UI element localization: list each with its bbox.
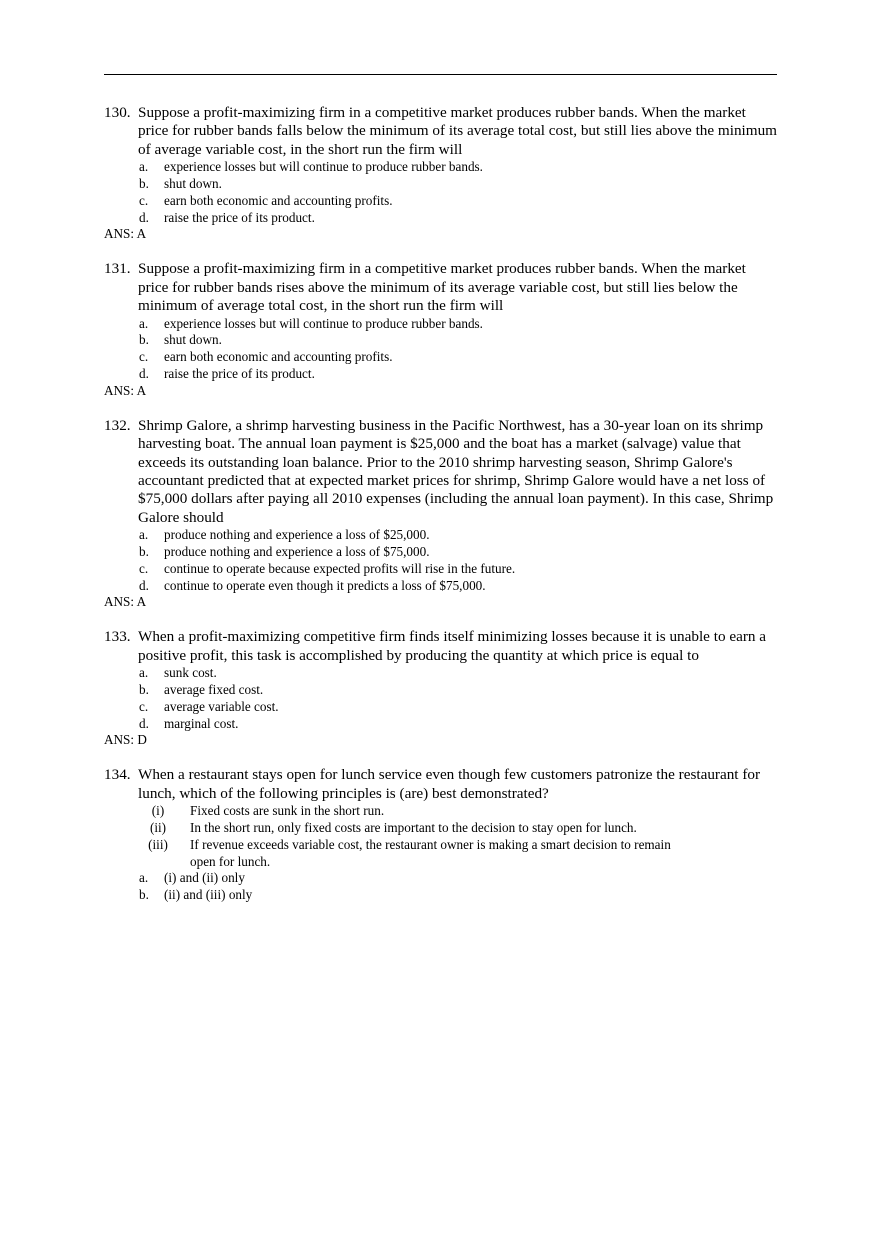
choice-text: raise the price of its product. [164, 366, 315, 382]
question-stem [104, 628, 780, 665]
question-132 [104, 417, 780, 611]
question-134 [104, 766, 780, 904]
question-number: 132. [104, 416, 131, 434]
choice [104, 887, 780, 904]
choice-label: c. [139, 698, 149, 714]
choice [104, 699, 780, 716]
question-text: Suppose a profit-maximizing firm in a competitive market produces rubber bands. When the market price for rubber bands rises above the minimum of its average variable cost, but still lies below the minimum of average total cost, in the short run the firm will [138, 260, 746, 315]
choice-label: b. [139, 176, 149, 192]
question-130 [104, 104, 780, 242]
answer-key: ANS: A [104, 594, 147, 610]
choice-label: d. [139, 577, 149, 593]
question-number: 134. [104, 766, 131, 784]
choice-list [104, 527, 780, 594]
choice-text: (ii) and (iii) only [164, 887, 253, 903]
choice [104, 665, 780, 682]
choice [104, 176, 780, 193]
choice-text: average fixed cost. [164, 682, 264, 698]
choice-label: b. [139, 682, 149, 698]
choice-label: b. [139, 887, 149, 903]
choice-text: shut down. [164, 176, 222, 192]
choice [104, 527, 780, 544]
choice-label: a. [139, 665, 149, 681]
statement [104, 820, 780, 837]
question-stem [104, 260, 780, 315]
choice [104, 349, 780, 366]
choice-text: produce nothing and experience a loss of $75,000. [164, 544, 430, 560]
question-stem [104, 417, 780, 527]
choice-text: continue to operate even though it predicts a loss of $75,000. [164, 577, 486, 593]
choice [104, 578, 780, 595]
choice-text: sunk cost. [164, 665, 217, 681]
choice-text: experience losses but will continue to produce rubber bands. [164, 315, 483, 331]
question-list [104, 104, 780, 922]
choice [104, 159, 780, 176]
statement-text: Fixed costs are sunk in the short run. [190, 803, 385, 819]
choice [104, 870, 780, 887]
choice [104, 332, 780, 349]
choice-label: a. [139, 870, 149, 886]
choice-list [104, 316, 780, 383]
statement-label: (i) [151, 803, 165, 819]
question-131 [104, 260, 780, 398]
choice-label: b. [139, 544, 149, 560]
choice-text: experience losses but will continue to produce rubber bands. [164, 159, 483, 175]
choice-label: a. [139, 527, 149, 543]
question-stem [104, 104, 780, 159]
question-number: 133. [104, 628, 131, 646]
choice [104, 193, 780, 210]
choice [104, 544, 780, 561]
choice-label: d. [139, 366, 149, 382]
statement-list [104, 803, 780, 870]
choice-text: earn both economic and accounting profits. [164, 192, 393, 208]
statement-label: (iii) [148, 836, 168, 852]
question-stem [104, 766, 780, 803]
choice [104, 366, 780, 383]
choice-text: raise the price of its product. [164, 209, 315, 225]
choice-list [104, 159, 780, 226]
choice-label: a. [139, 159, 149, 175]
choice-label: c. [139, 349, 149, 365]
statement [104, 837, 780, 871]
choice-text: continue to operate because expected profits will rise in the future. [164, 560, 516, 576]
question-number: 130. [104, 104, 131, 121]
answer-key: ANS: A [104, 382, 147, 398]
choice-label: b. [139, 332, 149, 348]
choice-text: (i) and (ii) only [164, 870, 245, 886]
question-text: When a restaurant stays open for lunch service even though few customers patronize the restaurant for lunch, which of the following principles is (are) best demonstrated? [138, 766, 761, 802]
statement-label: (ii) [149, 820, 167, 836]
choice-label: d. [139, 715, 149, 731]
choice [104, 716, 780, 733]
choice-text: marginal cost. [164, 715, 239, 731]
choice-label: c. [139, 560, 149, 576]
choice-label: c. [139, 192, 149, 208]
choice-text: produce nothing and experience a loss of $25,000. [164, 527, 430, 543]
statement-text: If revenue exceeds variable cost, the restaurant owner is making a smart decision to remain [190, 836, 671, 852]
choice-text: earn both economic and accounting profits. [164, 349, 393, 365]
choice [104, 561, 780, 578]
choice [104, 682, 780, 699]
choice-list [104, 870, 780, 904]
header-rule [104, 74, 777, 75]
choice-text: average variable cost. [164, 698, 279, 714]
question-text: When a profit-maximizing competitive firm finds itself minimizing losses because it is unable to earn a positive profit, this task is accomplished by producing the quantity at which price is equal to [138, 628, 767, 664]
choice [104, 316, 780, 333]
choice [104, 210, 780, 227]
question-number: 131. [104, 260, 131, 278]
choice-label: a. [139, 315, 149, 331]
question-text: Suppose a profit-maximizing firm in a competitive market produces rubber bands. When the market price for rubber bands falls below the minimum of its average total cost, but still lies above the minimum of average variable cost, in the short run the firm will [138, 104, 777, 158]
statement [104, 803, 780, 820]
choice-text: shut down. [164, 332, 222, 348]
choice-label: d. [139, 209, 149, 225]
question-text: Shrimp Galore, a shrimp harvesting business in the Pacific Northwest, has a 30-year loan on its shrimp harvesting boat. The annual loan payment is $25,000 and the boat has a market (salvage) value that exceeds its outstanding loan balance. Prior to the 2010 shrimp harvesting season, Shrimp Galore's accountant predicted that at expected market prices for shrimp, Shrimp Galore would have a net loss of $75,000 dollars after paying all 2010 expenses (including the annual loan payment). In this case, Shrimp Galore should [138, 416, 774, 526]
statement-text: In the short run, only fixed costs are important to the decision to stay open for lunch. [190, 820, 637, 836]
choice-list [104, 665, 780, 732]
question-133 [104, 628, 780, 748]
answer-key: ANS: D [104, 732, 147, 748]
answer-key: ANS: A [104, 226, 147, 242]
statement-text-continued: open for lunch. [190, 853, 271, 869]
